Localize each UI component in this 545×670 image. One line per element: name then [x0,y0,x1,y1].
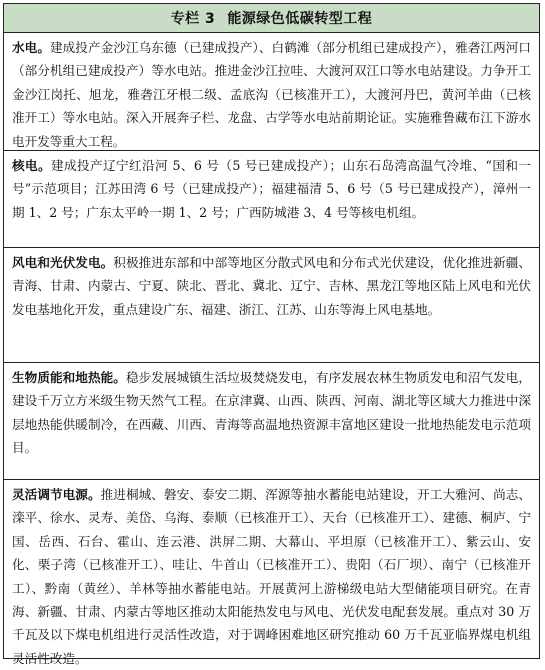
section-heading: 灵活调节电源。 [12,487,101,502]
section-heading: 核电。 [12,158,52,173]
box-label: 专栏 3 [170,11,216,27]
section-flexible-power [4,480,539,666]
section-nuclear [4,151,539,248]
feature-box [3,3,540,666]
section-text: 积极推进东部和中部等地区分散式风电和分布式光伏建设，优化推进新疆、青海、甘肃、内蒙古、宁夏、陕北、晋北、冀北、辽宁、吉林、黑龙江等地区陆上风电和光伏发电基地化开发，重点建设广东、福建、浙江、江苏、山东等海上风电基地。 [12,255,531,317]
section-heading: 风电和光伏发电。 [12,255,114,270]
box-title-bar [4,4,539,33]
section-wind-solar [4,248,539,363]
section-text: 建成投产金沙江乌东德（已建成投产）、白鹤滩（部分机组已建成投产），雅砻江两河口（部分机组已建成投产）等水电站。推进金沙江拉哇、大渡河双江口等水电站建设。力争开工金沙江岗托、旭龙，雅砻江牙根二级、孟底沟（已核准开工），大渡河丹巴，黄河羊曲（已核准开工）等水电站。深入开展奔子栏、龙盘、古学等水电站前期论证。实施雅鲁藏布江下游水电开发等重大工程。 [12,40,532,149]
section-heading: 水电。 [12,40,50,55]
section-biomass-geothermal [4,363,539,480]
section-heading: 生物质能和地热能。 [12,370,126,385]
box-title: 能源绿色低碳转型工程 [227,11,373,27]
section-text: 建成投产辽宁红沿河 5、6 号（5 号已建成投产）；山东石岛湾高温气冷堆、“国和一号”示范项目；江苏田湾 6 号（已建成投产）；福建福清 5、6 号（5 号已建成投产），漳州一期 1、2 号；广东太平岭一期 1、2 号；广西防城港 3、4 号等核电机组。 [12,158,531,220]
section-hydropower [4,33,539,151]
section-text: 推进桐城、磐安、泰安二期、浑源等抽水蓄能电站建设，开工大雅河、尚志、滦平、徐水、灵寿、美岱、乌海、泰顺（已核准开工）、天台（已核准开工）、建德、桐庐、宁国、岳西、石台、霍山、连云港、洪屏二期、大幕山、平坦原（已核准开工）、紫云山、安化、栗子湾（已核准开工）、哇让、牛首山（已核准开工）、贵阳（石厂坝）、南宁（已核准开工）、黔南（黄丝）、羊林等抽水蓄能电站。开展黄河上游梯级电站大型储能项目研究。在青海、新疆、甘肃、内蒙古等地区推动太阳能热发电与风电、光伏发电配套发展。重点对 30 万千瓦及以下煤电机组进行灵活性改造，对于调峰困难地区研究推动 60 万千瓦亚临界煤电机组灵活性改造。 [12,487,532,666]
section-text: 稳步发展城镇生活垃圾焚烧发电，有序发展农林生物质发电和沼气发电，建设千万立方米级生物天然气工程。在京津冀、山西、陕西、河南、湖北等区域大力推进中深层地热能供暖制冷，在西藏、川西、青海等高温地热资源丰富地区建设一批地热能发电示范项目。 [12,370,532,456]
